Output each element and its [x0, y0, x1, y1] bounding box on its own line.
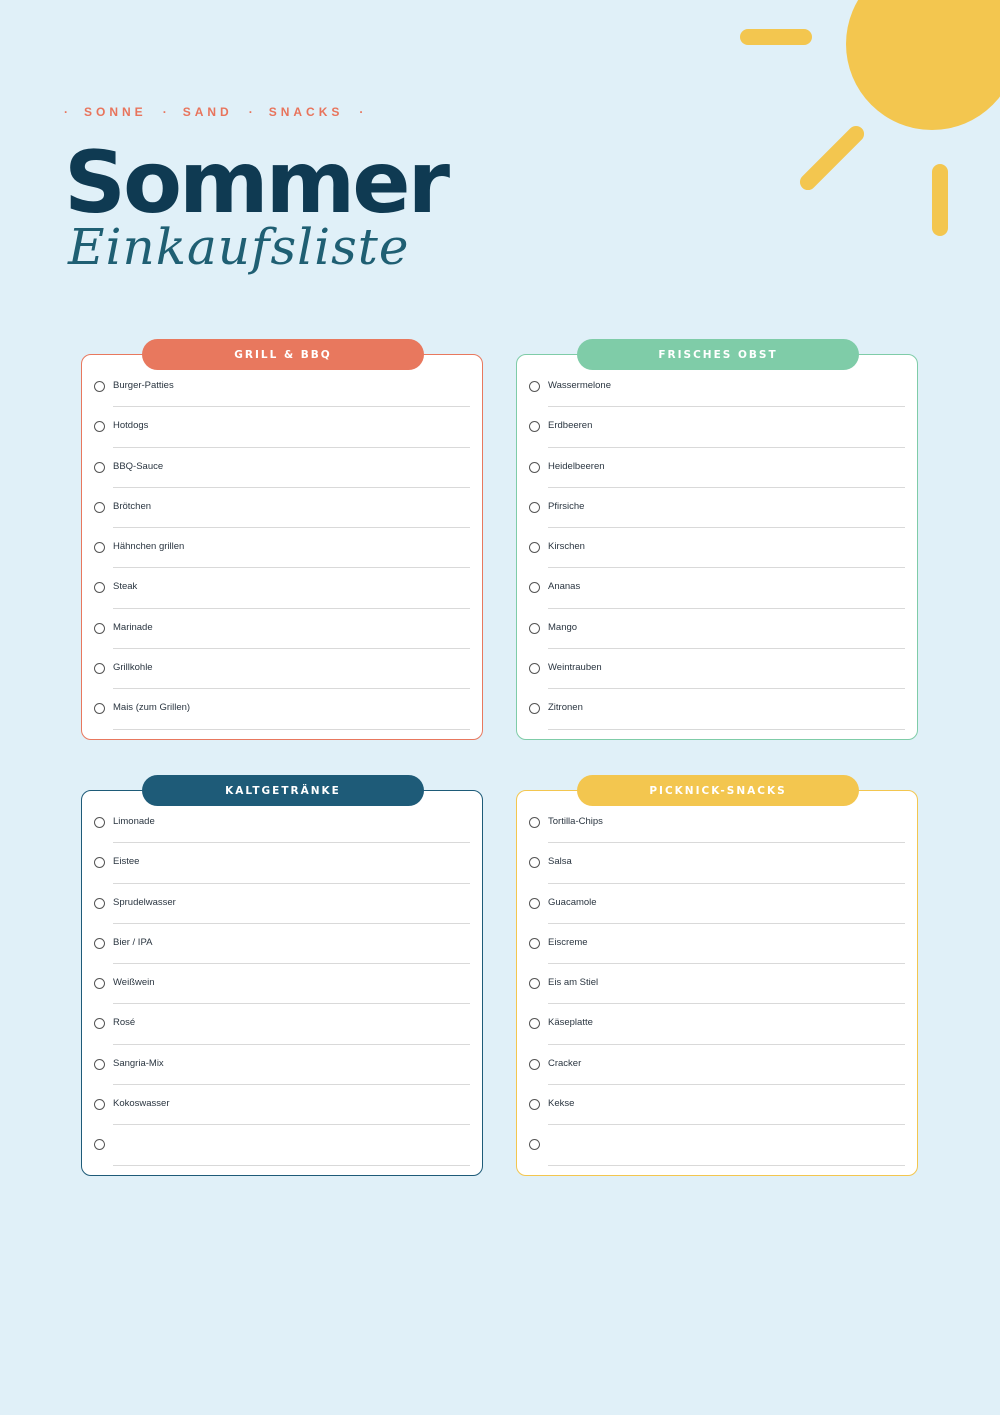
sun-decoration [846, 0, 1000, 130]
list-card [516, 784, 918, 1176]
checkbox-circle[interactable] [529, 502, 540, 513]
checkbox-circle[interactable] [94, 857, 105, 868]
checkbox-circle[interactable] [529, 978, 540, 989]
list-item [94, 843, 470, 883]
item-label: Cracker [548, 1057, 582, 1069]
list-item [529, 1125, 905, 1165]
item-label: Hotdogs [113, 420, 149, 432]
item-label: Grillkohle [113, 662, 153, 674]
list-title: KALTGETRÄNKE [142, 775, 424, 806]
list-items [529, 367, 905, 730]
checkbox-circle[interactable] [529, 1059, 540, 1070]
list-item [94, 689, 470, 729]
checkbox-circle[interactable] [94, 978, 105, 989]
checkbox-circle[interactable] [94, 663, 105, 674]
checkbox-circle[interactable] [94, 462, 105, 473]
item-label: Weintrauben [548, 662, 602, 674]
item-label: Limonade [113, 816, 155, 827]
item-label: Zitronen [548, 702, 583, 714]
checkbox-circle[interactable] [94, 623, 105, 634]
checkbox-circle[interactable] [529, 421, 540, 432]
checkbox-circle[interactable] [529, 623, 540, 634]
list-item [94, 1125, 470, 1165]
list-item [94, 367, 470, 407]
list-item [529, 1085, 905, 1125]
list-item [529, 367, 905, 407]
checkbox-circle[interactable] [94, 938, 105, 949]
divider [548, 1165, 905, 1166]
item-label: Eis am Stiel [548, 977, 599, 989]
sun-ray [740, 29, 812, 45]
list-item [94, 488, 470, 528]
page-subtitle: Einkaufsliste [68, 218, 410, 276]
list-item [94, 964, 470, 1004]
item-label: Kokoswasser [113, 1098, 170, 1110]
checkbox-circle[interactable] [529, 938, 540, 949]
checkbox-circle[interactable] [529, 703, 540, 714]
checkbox-circle[interactable] [94, 542, 105, 553]
item-label: Guacamole [548, 896, 597, 908]
item-label: Kirschen [548, 541, 585, 553]
list-title: FRISCHES OBST [577, 339, 859, 370]
list-item [529, 568, 905, 608]
item-label: Steak [113, 581, 138, 593]
item-label: Kekse [548, 1098, 575, 1110]
list-item [529, 689, 905, 729]
item-label: Tortilla-Chips [548, 816, 603, 827]
item-label: Erdbeeren [548, 420, 593, 432]
item-label: Pfirsiche [548, 500, 585, 512]
item-label: Mais (zum Grillen) [113, 702, 191, 714]
tagline-word: SONNE [84, 105, 147, 119]
list-item [94, 448, 470, 488]
tagline-word: SNACKS [268, 105, 344, 119]
list-card [81, 348, 483, 740]
list-item [94, 1004, 470, 1044]
list-card [516, 348, 918, 740]
list-item [94, 1045, 470, 1085]
item-label: Bier / IPA [113, 936, 153, 948]
list-item [94, 1085, 470, 1125]
checkbox-circle[interactable] [529, 1099, 540, 1110]
sun-ray [797, 123, 868, 194]
item-label: Brötchen [113, 500, 152, 512]
item-label: Burger-Patties [113, 380, 174, 391]
divider [113, 729, 470, 730]
checkbox-circle[interactable] [94, 703, 105, 714]
checkbox-circle[interactable] [529, 542, 540, 553]
item-label: Sprudelwasser [113, 896, 176, 908]
checkbox-circle[interactable] [94, 582, 105, 593]
item-label: Ananas [548, 581, 581, 593]
list-item [94, 609, 470, 649]
item-label: Weißwein [113, 977, 155, 989]
checkbox-circle[interactable] [529, 462, 540, 473]
list-item [529, 1004, 905, 1044]
tagline-word: SAND [182, 105, 233, 119]
checkbox-circle[interactable] [94, 1059, 105, 1070]
list-items [94, 367, 470, 730]
list-item [529, 609, 905, 649]
list-item [529, 924, 905, 964]
checkbox-circle[interactable] [94, 817, 105, 828]
checkbox-circle[interactable] [94, 1018, 105, 1029]
checkbox-circle[interactable] [94, 381, 105, 392]
item-label: Wassermelone [548, 380, 612, 391]
list-item [529, 407, 905, 447]
checkbox-circle[interactable] [529, 817, 540, 828]
divider [113, 1165, 470, 1166]
checkbox-circle[interactable] [529, 582, 540, 593]
item-label: Eiscreme [548, 936, 588, 948]
list-item [529, 843, 905, 883]
list-item [94, 568, 470, 608]
list-item [94, 803, 470, 843]
item-label: Rosé [113, 1017, 136, 1029]
list-item [529, 884, 905, 924]
item-label: Eistee [113, 856, 140, 868]
list-title: PICKNICK-SNACKS [577, 775, 859, 806]
item-label: Sangria-Mix [113, 1057, 164, 1069]
checkbox-circle[interactable] [529, 898, 540, 909]
list-items [529, 803, 905, 1166]
list-item [529, 528, 905, 568]
list-card [81, 784, 483, 1176]
sun-ray [932, 164, 948, 236]
list-item [94, 407, 470, 447]
checkbox-circle[interactable] [529, 1018, 540, 1029]
checkbox-circle[interactable] [529, 1139, 540, 1150]
list-item [529, 448, 905, 488]
divider [548, 729, 905, 730]
list-item [529, 488, 905, 528]
list-item [94, 924, 470, 964]
item-label: Mango [548, 621, 578, 633]
checkbox-circle[interactable] [94, 898, 105, 909]
list-item [529, 649, 905, 689]
list-item [529, 1045, 905, 1085]
item-label: Marinade [113, 621, 153, 633]
item-label: BBQ-Sauce [113, 460, 164, 472]
checkbox-circle[interactable] [94, 502, 105, 513]
checkbox-circle[interactable] [529, 381, 540, 392]
list-title: GRILL & BBQ [142, 339, 424, 370]
list-item [529, 964, 905, 1004]
item-label: Heidelbeeren [548, 460, 605, 472]
checkbox-circle[interactable] [529, 857, 540, 868]
checkbox-circle[interactable] [94, 1139, 105, 1150]
page-title: Sommer [64, 133, 447, 233]
list-items [94, 803, 470, 1166]
list-item [529, 803, 905, 843]
checkbox-circle[interactable] [94, 421, 105, 432]
list-item [94, 649, 470, 689]
item-label: Käseplatte [548, 1017, 593, 1029]
tagline: · SONNE · SAND · SNACKS · [64, 105, 364, 119]
list-item [94, 528, 470, 568]
list-item [94, 884, 470, 924]
checkbox-circle[interactable] [529, 663, 540, 674]
item-label: Salsa [548, 856, 572, 868]
item-label: Hähnchen grillen [113, 541, 185, 553]
checkbox-circle[interactable] [94, 1099, 105, 1110]
